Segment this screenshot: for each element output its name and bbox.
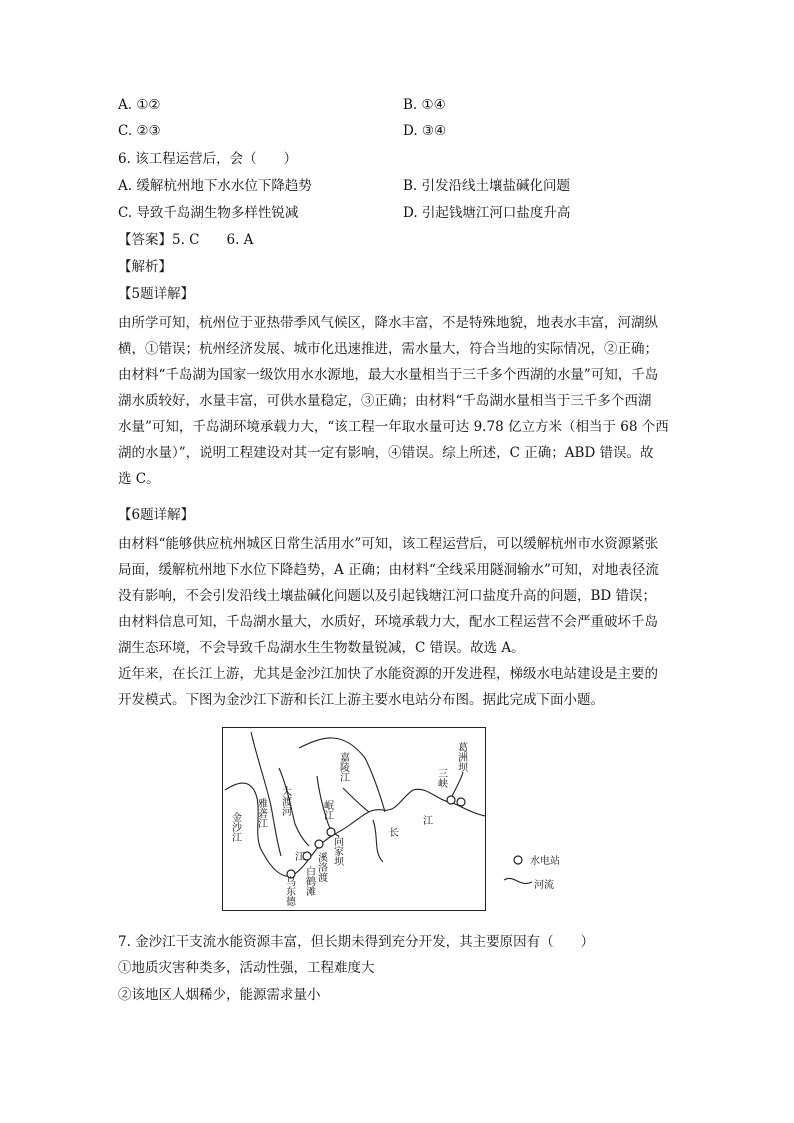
label-jiang: 江 (423, 816, 433, 827)
q5-detail-line: 水量”可知，千岛湖环境承载力大，“该工程一年取水量可达 9.78 亿立方米（相当于 68 个西 (118, 419, 669, 435)
answer-line: 【答案】5. C 6. A (118, 232, 254, 248)
intro-line: 开发模式。下图为金沙江下游和长江上游主要水电站分布图。据此完成下面小题。 (118, 692, 604, 708)
legend-drawing (498, 848, 588, 898)
legend-station: 水电站 (530, 856, 560, 867)
q5-option-c: C. ②③ (118, 123, 161, 139)
label-sanxia: 三峡 (435, 768, 447, 788)
river-legend-icon (504, 878, 532, 883)
map-legend (498, 848, 588, 898)
river-branch (343, 788, 369, 812)
station-legend-icon (514, 856, 522, 864)
q5-option-d: D. ③④ (403, 123, 447, 139)
q5-detail-line: 由材料“千岛湖为国家一级饮用水水源地，最大水量相当于三千多个西湖的水量”可知，千岛 (118, 367, 659, 383)
q5-detail-line: 湖水质较好，水量丰富，可供水量稳定，③正确；由材料“千岛湖水量相当于三千多个西湖 (118, 393, 652, 409)
analysis-title: 【解析】 (118, 259, 172, 275)
q7-stem: 7. 金沙江干支流水能资源丰富，但长期未得到充分开发，其主要原因有（ ） (118, 934, 595, 950)
legend-river: 河流 (534, 880, 554, 891)
q5-detail-title: 【5题详解】 (118, 286, 195, 302)
q5-detail-line: 选 C。 (118, 471, 160, 487)
hydropower-map (222, 727, 486, 911)
label-xiluodu: 溪洛渡 (315, 852, 327, 882)
label-wudongde: 乌东德 (283, 876, 295, 906)
q6-detail-line: 由材料信息可知，千岛湖水量大，水质好，环境承载力大，配水工程运营不会严重破坏千岛 (118, 614, 658, 630)
q6-detail-line: 局面，缓解杭州地下水位下降趋势，A 正确；由材料“全线采用隧洞输水”可知，对地表径流 (118, 562, 659, 578)
q5-option-b: B. ①④ (403, 97, 446, 113)
q6-detail-line: 由材料“能够供应杭州城区日常生活用水”可知，该工程运营后，可以缓解杭州市水资源紧张 (118, 536, 659, 552)
q6-detail-title: 【6题详解】 (118, 507, 195, 523)
q5-detail-line: 横，①错误；杭州经济发展、城市化迅速推进，需水量大，符合当地的实际情况，②正确； (118, 341, 658, 357)
label-yalong: 雅砻江 (255, 798, 267, 828)
q7-option-1: ①地质灾害种类多，活动性强，工程难度大 (118, 960, 375, 976)
station-icon (457, 798, 465, 806)
label-dadu: 大渡河 (279, 786, 291, 816)
station-icon (315, 840, 323, 848)
label-xiangjiaba: 向家坝 (331, 836, 343, 866)
label-jiang-lower: 江 (295, 852, 305, 863)
label-min: 岷江 (321, 800, 333, 820)
station-icon (327, 828, 335, 836)
q6-option-b: B. 引发沿线土壤盐碱化问题 (403, 178, 571, 194)
q5-detail-body (118, 310, 678, 492)
jinsha-river (225, 783, 485, 876)
q6-detail-body (118, 531, 678, 713)
q6-option-a: A. 缓解杭州地下水水位下降趋势 (118, 178, 312, 194)
q6-option-d: D. 引起钱塘江河口盐度升高 (403, 205, 571, 221)
label-jialing: 嘉陵江 (337, 752, 349, 782)
label-chang: 长 (389, 828, 399, 839)
station-icon (447, 796, 455, 804)
q6-detail-line: 没有影响，不会引发沿线土壤盐碱化问题以及引起钱塘江河口盐度升高的问题，BD 错误； (118, 588, 657, 604)
label-baihetan: 白鹤滩 (303, 866, 315, 896)
map-drawing (223, 728, 485, 910)
q5-detail-line: 由所学可知，杭州位于亚热带季风气候区，降水丰富，不是特殊地貌，地表水丰富，河湖纵 (118, 315, 658, 331)
q6-detail-line: 湖生态环境，不会导致千岛湖水生生物数量锐减，C 错误。故选 A。 (118, 640, 525, 656)
label-jinsha: 金沙江 (229, 812, 241, 842)
q6-stem: 6. 该工程运营后，会（ ） (118, 151, 298, 167)
q5-detail-line: 湖的水量）”，说明工程建设对其一定有影响，④错误。综上所述，C 正确；ABD 错误。故 (118, 445, 654, 461)
q7-option-2: ②该地区人烟稀少，能源需求量小 (118, 987, 321, 1003)
intro-line: 近年来，在长江上游，尤其是金沙江加快了水能资源的开发进程，梯级水电站建设是主要的 (118, 666, 658, 682)
q6-option-c: C. 导致千岛湖生物多样性锐减 (118, 205, 299, 221)
q5-option-a: A. ①② (118, 97, 161, 113)
river-branch (373, 820, 383, 862)
label-gezhouba: 葛洲坝 (455, 742, 467, 772)
